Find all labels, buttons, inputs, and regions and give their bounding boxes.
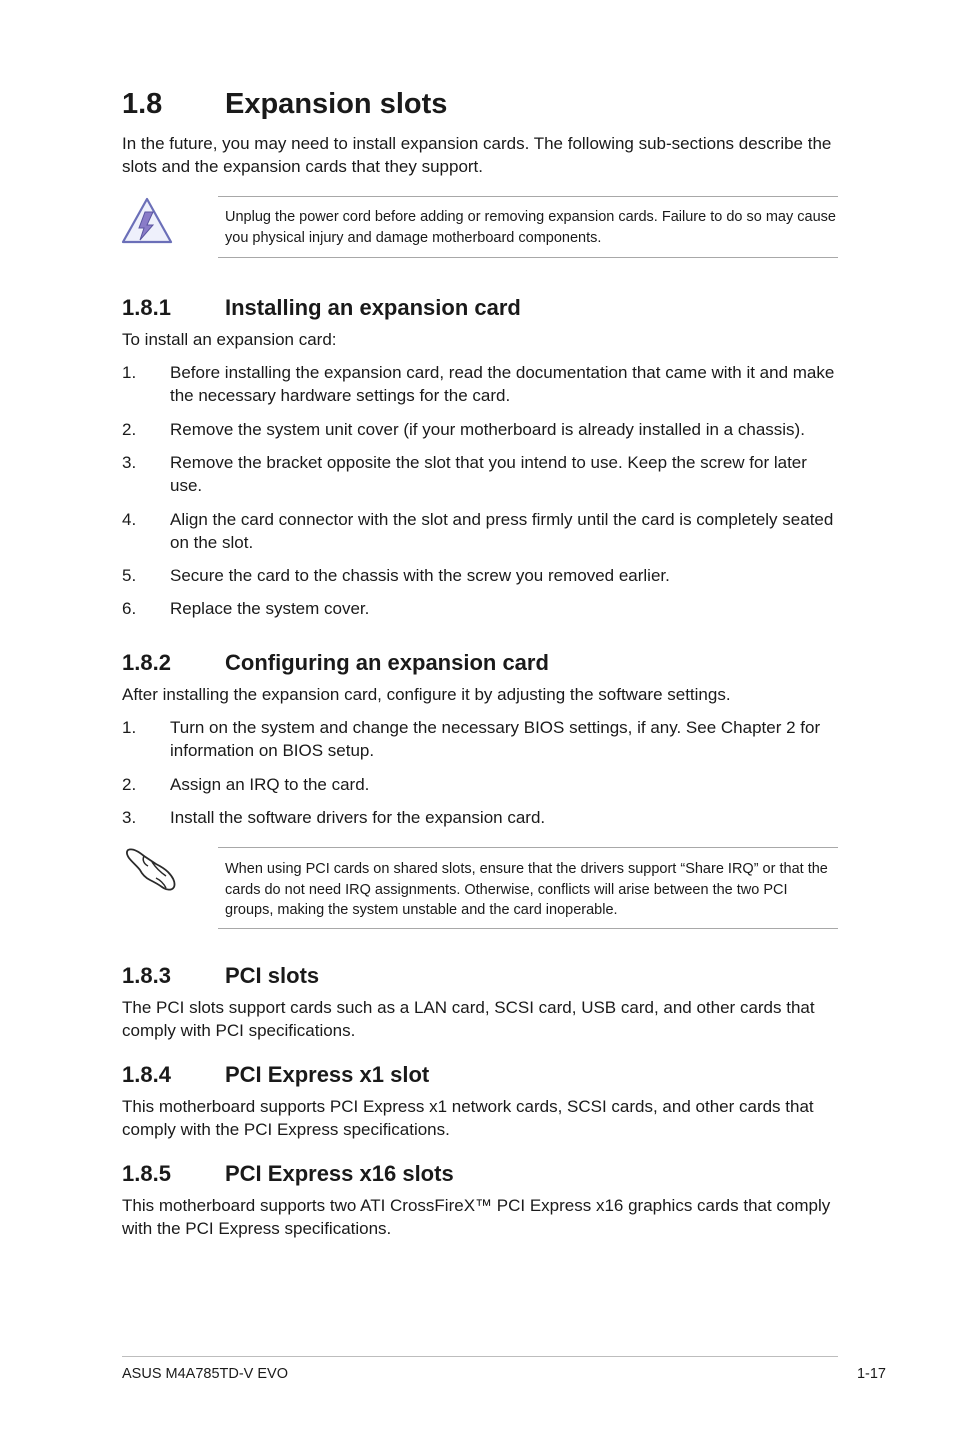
tip-note-text: When using PCI cards on shared slots, ensure that the drivers support “Share IRQ” or that the cards do not need IRQ assignments. Otherwise, conflicts will arise between the two PCI groups, making the system unstable and the card inoperable. (225, 861, 828, 918)
list-text: Secure the card to the chassis with the screw you removed earlier. (170, 566, 670, 585)
subsection-title-1-8-5 (122, 1159, 454, 1189)
list-text: Assign an IRQ to the card. (170, 775, 370, 794)
warning-bolt-icon (120, 196, 174, 251)
list-number: 3. (122, 453, 137, 472)
section-title (122, 84, 447, 124)
configure-lead: After installing the expansion card, configure it by adjusting the software settings. (122, 685, 731, 704)
footer-page-number: 1-17 (856, 1366, 886, 1382)
subsection-number: 1.8.2 (122, 650, 171, 675)
list-text: Replace the system cover. (170, 599, 370, 618)
subsection-title-text: Configuring an expansion card (225, 650, 549, 675)
subsection-title-text: PCI slots (225, 963, 320, 988)
list-text: Turn on the system and change the necessary BIOS settings, if any. See Chapter 2 for information on BIOS setup. (170, 718, 821, 760)
list-number: 1. (122, 363, 137, 382)
subsection-number: 1.8.4 (122, 1062, 171, 1087)
footer-divider (122, 1356, 838, 1357)
section-title-text: Expansion slots (225, 88, 448, 120)
list-number: 2. (122, 420, 137, 439)
list-text: Before installing the expansion card, read the documentation that came with it and make the necessary hardware settings for the card. (170, 363, 835, 405)
subsection-number: 1.8.5 (122, 1161, 171, 1186)
list-text: Remove the bracket opposite the slot that you intend to use. Keep the screw for later use. (170, 453, 807, 495)
subsection-title-1-8-4 (122, 1060, 429, 1090)
list-number: 3. (122, 808, 137, 827)
pcie-x16-paragraph: This motherboard supports two ATI CrossFireX™ PCI Express x16 graphics cards that comply with the PCI Express specifications. (122, 1196, 831, 1238)
pcie-x1-paragraph: This motherboard supports PCI Express x1 network cards, SCSI cards, and other cards that comply with the PCI Express specifications. (122, 1097, 814, 1139)
pci-paragraph: The PCI slots support cards such as a LAN card, SCSI card, USB card, and other cards that comply with PCI specifications. (122, 998, 815, 1040)
list-number: 6. (122, 599, 137, 618)
subsection-title-1-8-3 (122, 961, 319, 991)
list-text: Remove the system unit cover (if your motherboard is already installed in a chassis). (170, 420, 805, 439)
subsection-title-1-8-2 (122, 648, 549, 678)
tip-note (218, 847, 838, 929)
warning-note-text: Unplug the power cord before adding or removing expansion cards. Failure to do so may cause you physical injury and damage motherboard components. (225, 209, 836, 246)
list-number: 5. (122, 566, 137, 585)
list-text: Align the card connector with the slot and press firmly until the card is completely seated on the slot. (170, 510, 834, 552)
footer-model: ASUS M4A785TD-V EVO (122, 1366, 288, 1382)
subsection-title-text: PCI Express x16 slots (225, 1161, 454, 1186)
list-number: 4. (122, 510, 137, 529)
list-text: Install the software drivers for the expansion card. (170, 808, 546, 827)
subsection-number: 1.8.3 (122, 963, 171, 988)
section-number: 1.8 (122, 88, 163, 120)
subsection-title-1-8-1 (122, 293, 521, 323)
list-number: 2. (122, 775, 137, 794)
intro-paragraph: In the future, you may need to install expansion cards. The following sub-sections describe the slots and the expansion cards that they support. (122, 134, 832, 176)
pointing-hand-icon (122, 842, 182, 899)
subsection-title-text: PCI Express x1 slot (225, 1062, 430, 1087)
list-number: 1. (122, 718, 137, 737)
warning-note (218, 196, 838, 258)
subsection-title-text: Installing an expansion card (225, 295, 521, 320)
subsection-number: 1.8.1 (122, 295, 171, 320)
install-lead: To install an expansion card: (122, 330, 337, 349)
